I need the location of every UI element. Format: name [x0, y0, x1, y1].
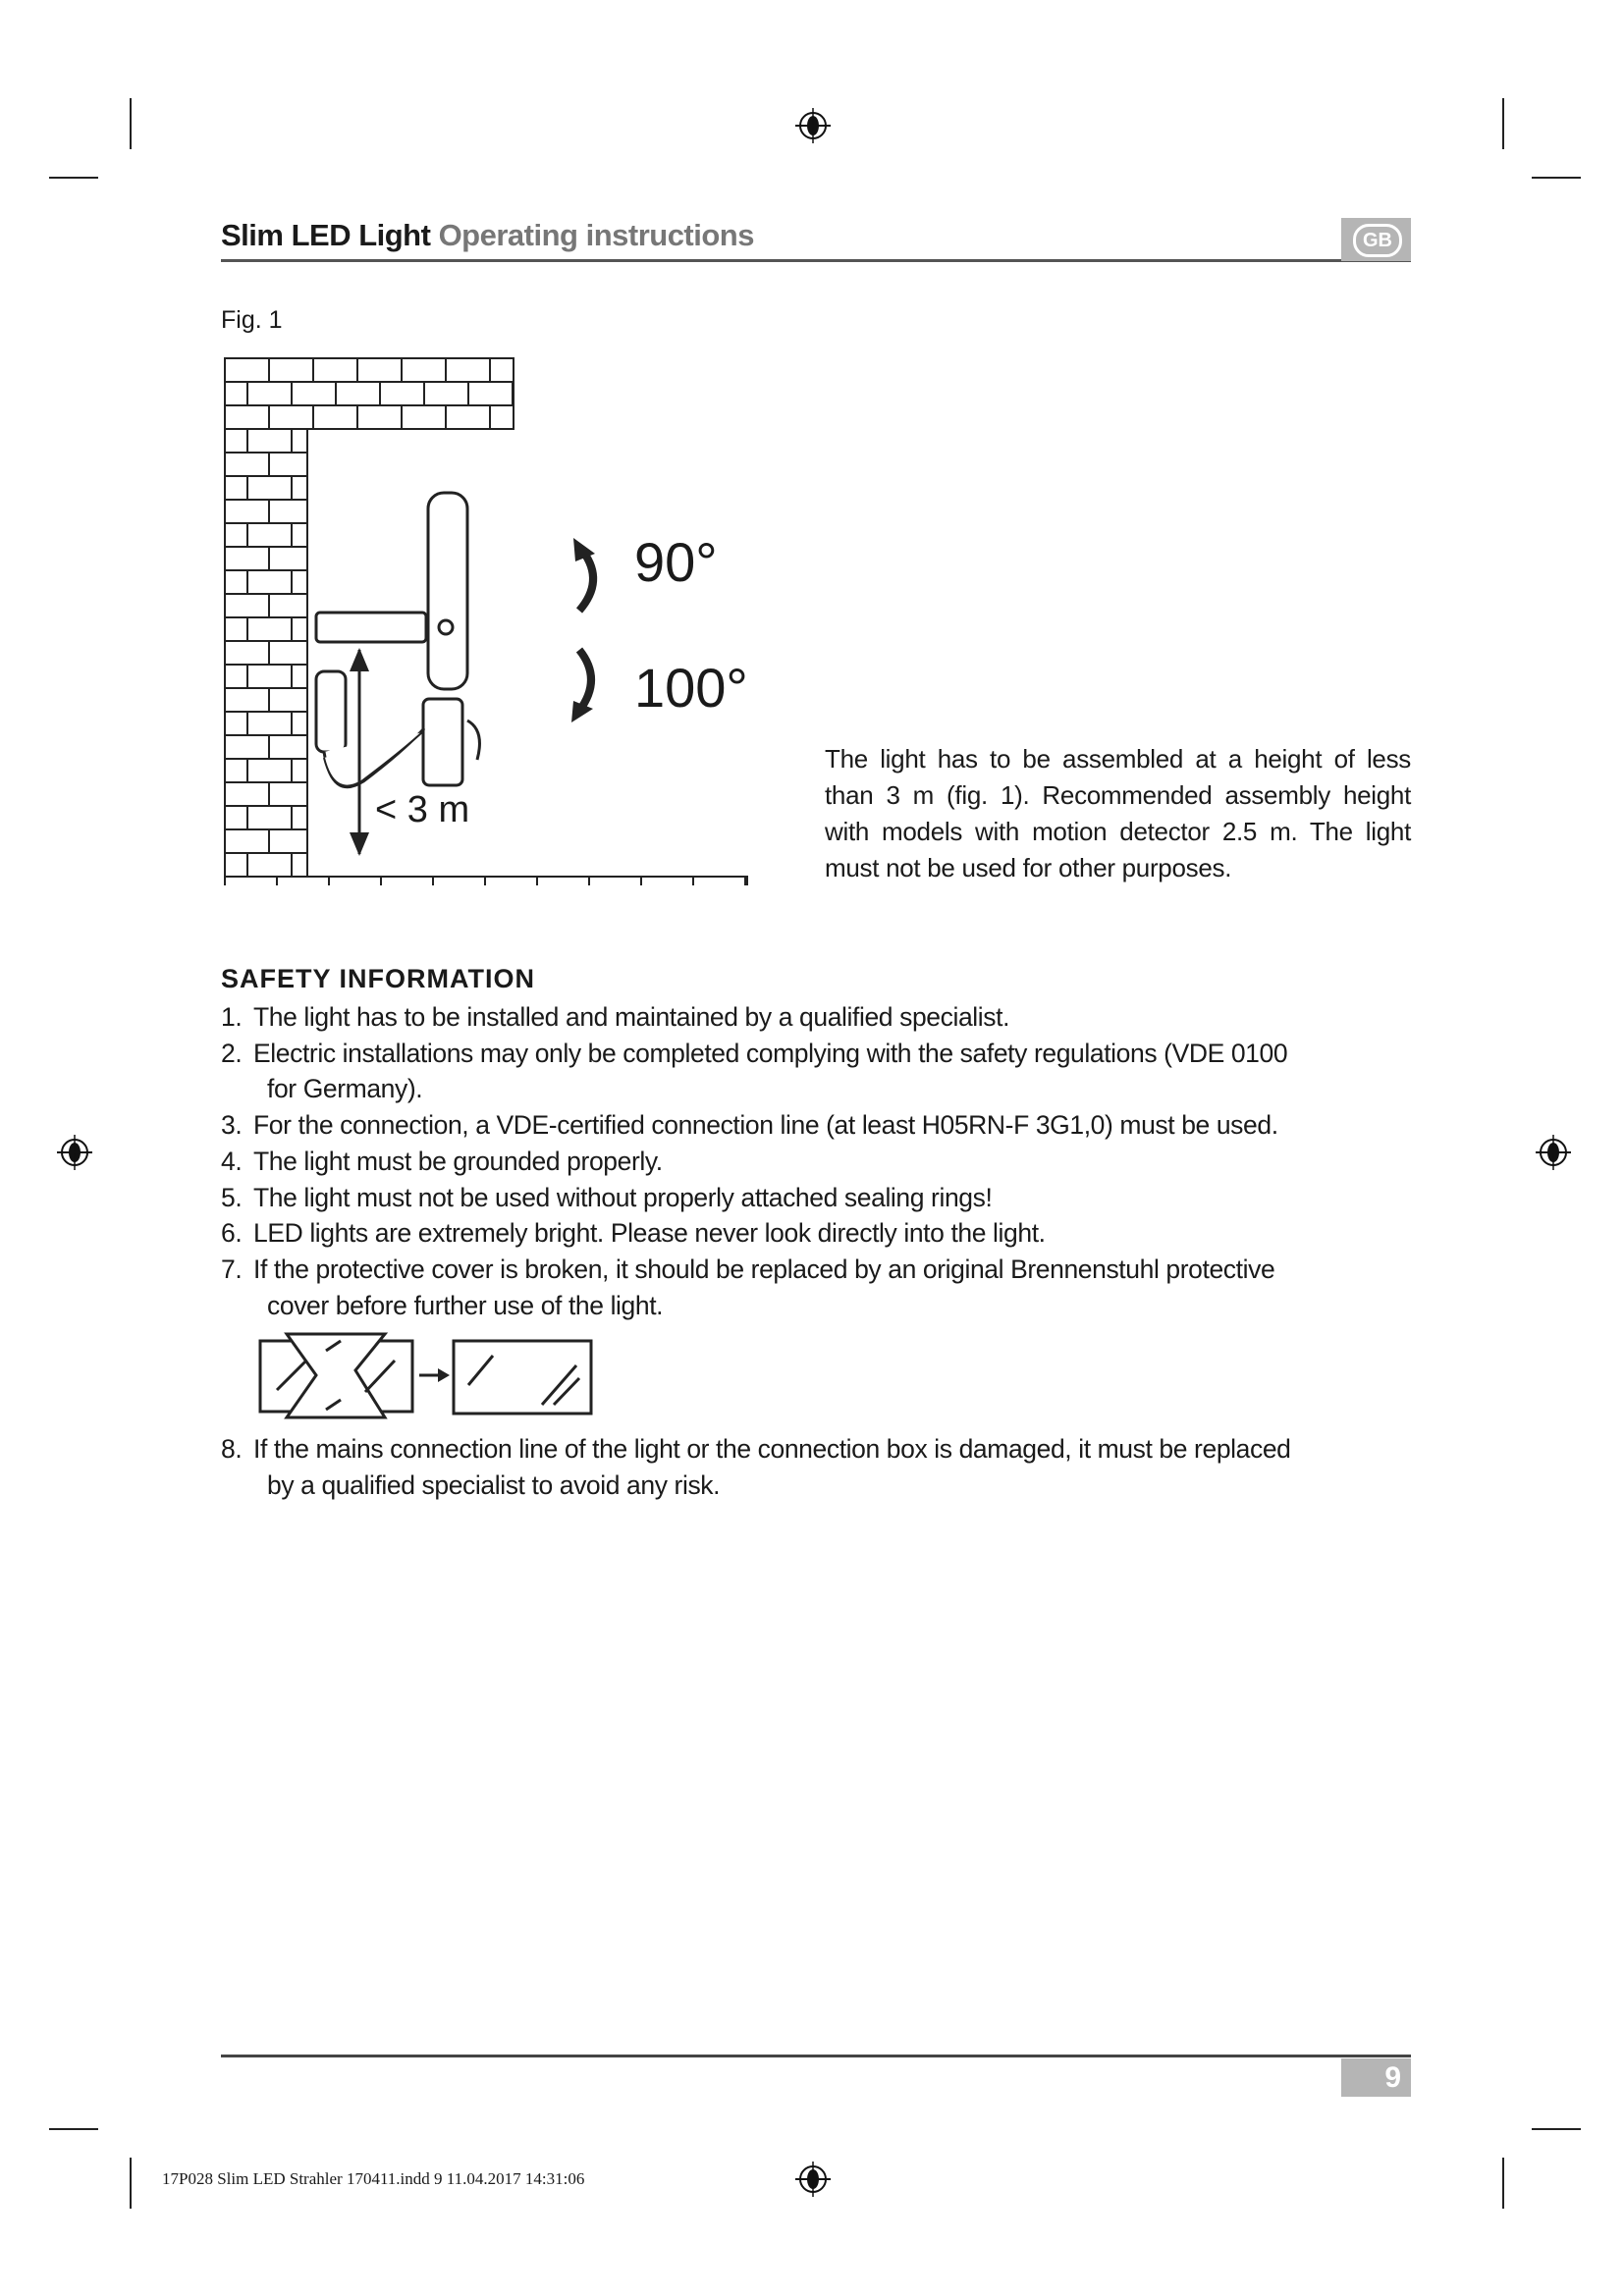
brick — [292, 712, 307, 735]
brick — [693, 877, 745, 885]
crop-mark — [1502, 98, 1504, 149]
brick — [247, 570, 292, 594]
brick — [269, 453, 307, 476]
brick — [247, 429, 292, 453]
brick — [641, 877, 693, 885]
brick — [225, 453, 269, 476]
item-text: For the connection, a VDE-certified connection line (at least H05RN-F 3G1,0) must be used. — [253, 1110, 1278, 1141]
brick — [402, 358, 446, 382]
brick — [292, 759, 307, 782]
safety-list — [221, 999, 1414, 1504]
brick — [485, 877, 537, 885]
tilt-down-label: 100° — [634, 657, 748, 719]
crop-mark — [49, 177, 98, 179]
item-number: 8. — [221, 1434, 243, 1465]
brick — [225, 570, 247, 594]
brick — [225, 853, 247, 877]
brick — [225, 712, 247, 735]
title-subtitle: Operating instructions — [438, 218, 754, 252]
registration-mark-icon — [793, 2160, 833, 2199]
brick — [329, 877, 381, 885]
item-number: 2. — [221, 1038, 243, 1068]
header-divider — [221, 259, 1411, 262]
brick — [269, 782, 307, 806]
brick — [269, 688, 307, 712]
crop-mark — [1532, 177, 1581, 179]
brick — [225, 523, 247, 547]
item-number: 7. — [221, 1254, 243, 1284]
brick — [225, 829, 269, 853]
registration-mark-icon — [55, 1133, 94, 1172]
item-text: The light must not be used without properly attached sealing rings! — [253, 1182, 993, 1212]
safety-item — [221, 1144, 1414, 1180]
brick — [490, 358, 514, 382]
brick — [468, 382, 513, 405]
brick — [247, 382, 292, 405]
brick — [247, 523, 292, 547]
brick — [269, 735, 307, 759]
brick — [292, 617, 307, 641]
registration-mark-icon — [793, 106, 833, 145]
brick — [269, 594, 307, 617]
brick — [247, 617, 292, 641]
brick — [225, 405, 269, 429]
brick — [225, 759, 247, 782]
footer-divider — [221, 2055, 1411, 2057]
brick — [446, 405, 490, 429]
item-text: LED lights are extremely bright. Please never look directly into the light. — [253, 1218, 1046, 1249]
brick — [269, 358, 313, 382]
brick — [313, 405, 357, 429]
brick — [247, 665, 292, 688]
brick — [292, 429, 307, 453]
brick — [313, 358, 357, 382]
brick — [292, 806, 307, 829]
brick — [247, 853, 292, 877]
brick — [381, 877, 433, 885]
item-text-continued: by a qualified specialist to avoid any risk. — [267, 1470, 721, 1501]
crop-mark — [49, 2128, 98, 2130]
brick — [277, 877, 329, 885]
brick — [292, 853, 307, 877]
page-number: 9 — [1341, 2058, 1411, 2097]
item-number: 1. — [221, 1002, 243, 1032]
safety-item — [221, 1180, 1414, 1216]
brick — [269, 641, 307, 665]
brick — [225, 617, 247, 641]
brick — [292, 476, 307, 500]
brick — [225, 735, 269, 759]
safety-item — [221, 1252, 1414, 1323]
brick — [424, 382, 468, 405]
item-number: 6. — [221, 1218, 243, 1249]
brick — [292, 665, 307, 688]
brick — [225, 382, 247, 405]
brick — [357, 405, 402, 429]
brick — [269, 829, 307, 853]
item-text: Electric installations may only be completed complying with the safety regulations (VDE 0100 — [253, 1038, 1288, 1068]
height-label: < 3 m — [375, 789, 470, 830]
figure-description: The light has to be assembled at a height of less than 3 m (fig. 1). Recommended assembly height with models with motion detector 2.5 m. The light must not be used for other purposes. — [825, 744, 1411, 882]
brick — [292, 382, 336, 405]
brick — [589, 877, 641, 885]
mounting-height-figure — [222, 355, 752, 885]
brick — [357, 358, 402, 382]
crop-mark — [1532, 2128, 1581, 2130]
brick — [402, 405, 446, 429]
item-text: The light must be grounded properly. — [253, 1146, 663, 1176]
tilt-up-label: 90° — [634, 531, 718, 593]
brick — [513, 382, 514, 405]
safety-item — [221, 1431, 1414, 1503]
brick — [433, 877, 485, 885]
brick — [225, 782, 269, 806]
item-number: 5. — [221, 1182, 243, 1212]
brick — [247, 806, 292, 829]
figure-label: Fig. 1 — [221, 306, 283, 334]
crop-mark — [130, 98, 132, 149]
safety-item — [221, 1107, 1414, 1144]
brick — [446, 358, 490, 382]
rotate-up-arrow — [579, 552, 593, 611]
safety-item — [221, 999, 1414, 1036]
item-text: If the mains connection line of the light or the connection box is damaged, it must be replaced — [253, 1434, 1291, 1465]
brick — [269, 405, 313, 429]
item-text-continued: cover before further use of the light. — [267, 1290, 664, 1320]
brick — [537, 877, 589, 885]
item-text: If the protective cover is broken, it should be replaced by an original Brennenstuhl protective — [253, 1254, 1275, 1284]
brick — [225, 641, 269, 665]
safety-item — [221, 1036, 1414, 1107]
brick — [745, 877, 747, 885]
item-text: The light has to be installed and maintained by a qualified specialist. — [253, 1002, 1010, 1032]
brick — [380, 382, 424, 405]
wall-diagram — [222, 355, 752, 885]
item-number: 4. — [221, 1146, 243, 1176]
brick — [225, 665, 247, 688]
brick — [225, 688, 269, 712]
brick — [225, 358, 269, 382]
item-text-continued: for Germany). — [267, 1074, 423, 1104]
brick — [225, 429, 247, 453]
brick — [269, 547, 307, 570]
brick — [247, 759, 292, 782]
section-heading: SAFETY INFORMATION — [221, 964, 535, 993]
brick — [225, 877, 277, 885]
brick — [490, 405, 514, 429]
brick — [336, 382, 380, 405]
brick — [225, 594, 269, 617]
crop-mark — [130, 2158, 132, 2209]
rotate-down-arrow — [579, 650, 591, 711]
brick — [269, 500, 307, 523]
title-product: Slim LED Light — [221, 218, 431, 252]
broken-cover-replacement-icon — [257, 1331, 596, 1421]
brick — [225, 476, 247, 500]
brick — [292, 523, 307, 547]
brick — [225, 547, 269, 570]
item-number: 3. — [221, 1110, 243, 1141]
brick — [225, 806, 247, 829]
brick — [247, 712, 292, 735]
language-badge — [1341, 218, 1411, 261]
lamp-drawing — [316, 493, 479, 787]
brick — [247, 476, 292, 500]
crop-mark — [1502, 2158, 1504, 2209]
language-badge-label: GB — [1353, 224, 1402, 257]
brick — [292, 570, 307, 594]
brick — [225, 500, 269, 523]
print-slug: 17P028 Slim LED Strahler 170411.indd 9 11.04.2017 14:31:06 — [162, 2169, 585, 2188]
registration-mark-icon — [1534, 1133, 1573, 1172]
page-title — [221, 218, 754, 253]
safety-item — [221, 1215, 1414, 1252]
